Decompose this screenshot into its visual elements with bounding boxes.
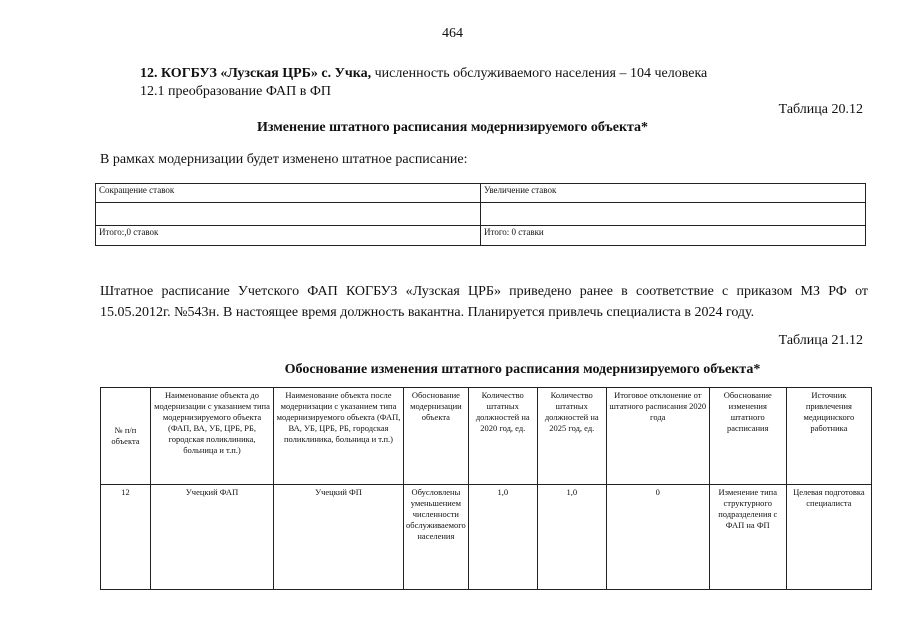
reduction-cell bbox=[96, 203, 481, 226]
header-cell: Количество штатных должностей на 2020 год, ед. bbox=[468, 388, 537, 485]
table-cell: Учецкий ФАП bbox=[151, 485, 274, 590]
population-text: численность обслуживаемого населения – 104 человека bbox=[371, 66, 708, 81]
reduction-total: Итого:,0 ставок bbox=[96, 226, 481, 246]
increase-total: Итого: 0 ставки bbox=[481, 226, 866, 246]
header-cell: Источник привлечения медицинского работника bbox=[786, 388, 871, 485]
table-cell: Изменение типа структурного подразделения с ФАП на ФП bbox=[709, 485, 786, 590]
facility-heading bbox=[140, 66, 707, 82]
table-cell: Целевая подготовка специалиста bbox=[786, 485, 871, 590]
table-cell: 1,0 bbox=[537, 485, 606, 590]
table-cell: 12 bbox=[101, 485, 151, 590]
justification-table bbox=[100, 387, 872, 590]
reduction-header: Сокращение ставок bbox=[96, 184, 481, 203]
header-cell: Итоговое отклонение от штатного расписания 2020 года bbox=[606, 388, 709, 485]
table1-intro: В рамках модернизации будет изменено штатное расписание: bbox=[100, 152, 468, 167]
table-cell: 1,0 bbox=[468, 485, 537, 590]
table2-title: Обоснование изменения штатного расписания модернизируемого объекта* bbox=[284, 362, 761, 377]
header-cell: Обоснование изменения штатного расписания bbox=[709, 388, 786, 485]
header-cell: № п/п объекта bbox=[101, 388, 151, 485]
facility-name: 12. КОГБУЗ «Лузская ЦРБ» с. Учка, bbox=[140, 66, 372, 81]
table2-label: Таблица 21.12 bbox=[778, 333, 863, 348]
section-subtitle: 12.1 преобразование ФАП в ФП bbox=[140, 84, 332, 99]
header-cell: Наименование объекта до модернизации с указанием типа модернизируемого объекта (ФАП, ВА, УБ, ЦРБ, РБ, городская поликлиника, больница и т.п.) bbox=[151, 388, 274, 485]
table1-title: Изменение штатного расписания модернизируемого объекта* bbox=[256, 120, 649, 135]
staffing-paragraph: Штатное расписание Учетского ФАП КОГБУЗ «Лузская ЦРБ» приведено ранее в соответствие с приказом МЗ РФ от 15.05.2012г. №543н. В настоящее время должность вакантна. Планируется привлечь специалиста в 2024 году. bbox=[100, 284, 868, 320]
table-cell: 0 bbox=[606, 485, 709, 590]
table1-label: Таблица 20.12 bbox=[778, 102, 863, 117]
increase-cell bbox=[481, 203, 866, 226]
table-cell: Обусловлены уменьшением численности обслуживаемого населения bbox=[404, 485, 469, 590]
table-cell: Учецкий ФП bbox=[274, 485, 404, 590]
page-number: 464 bbox=[442, 26, 463, 41]
staffing-change-table bbox=[95, 183, 866, 246]
header-cell: Количество штатных должностей на 2025 год, ед. bbox=[537, 388, 606, 485]
header-cell: Наименование объекта после модернизации с указанием типа модернизируемого объекта (ФАП, ВА, УБ, ЦРБ, РБ, городская поликлиника, больница и т.п.) bbox=[274, 388, 404, 485]
increase-header: Увеличение ставок bbox=[481, 184, 866, 203]
header-cell: Обоснование модернизации объекта bbox=[404, 388, 469, 485]
